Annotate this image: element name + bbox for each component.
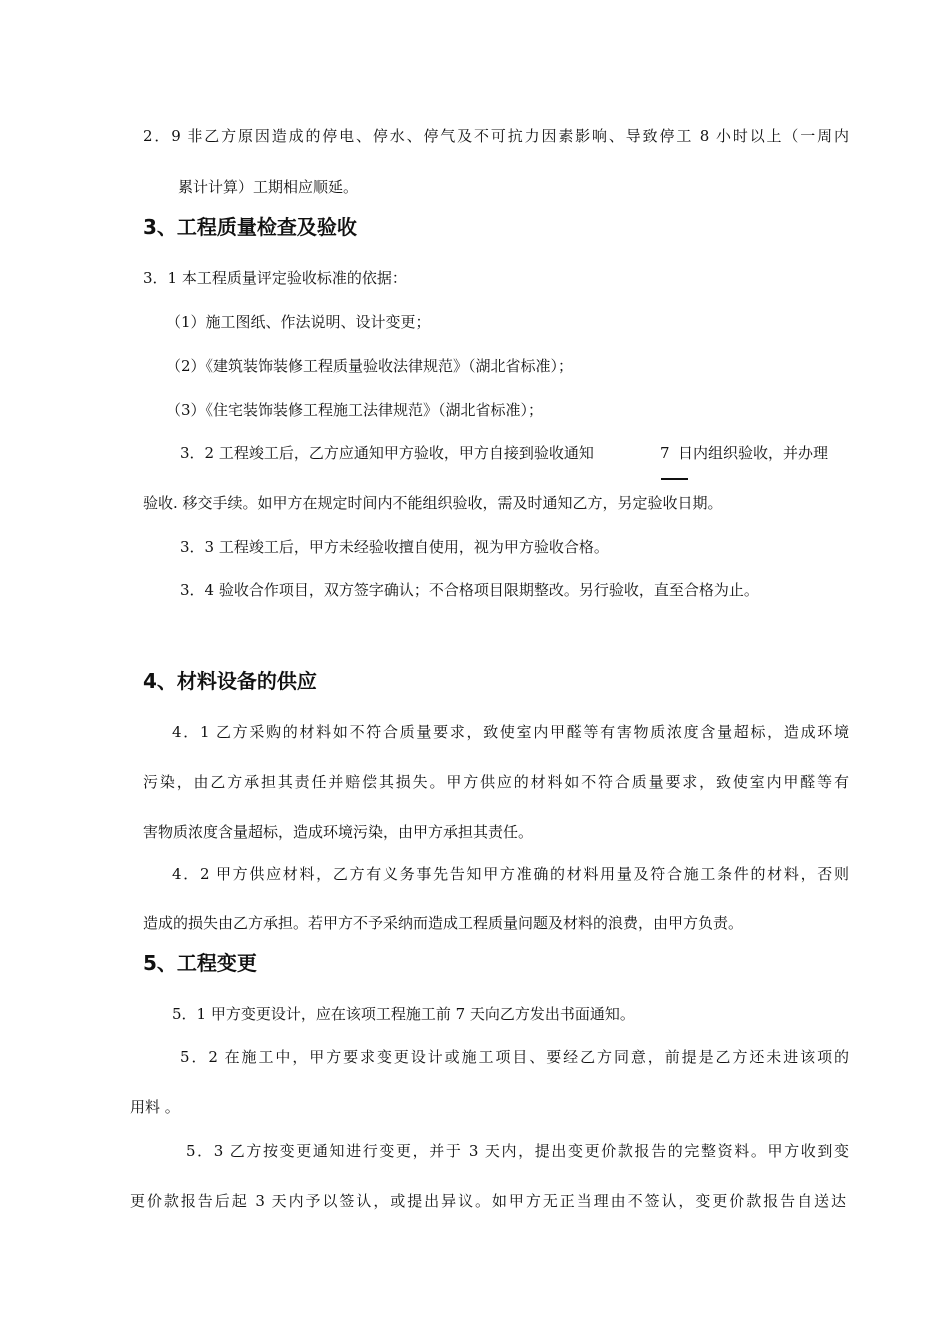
clause-4-1-line-2: 污染，由乙方承担其责任并赔偿其损失。甲方供应的材料如不符合质量要求，致使室内甲醛等有 (143, 773, 849, 791)
acceptance-days-underline (661, 478, 688, 480)
clause-5-2-line-1: 5．2 在施工中，甲方要求变更设计或施工项目、要经乙方同意，前提是乙方还未进该项的 (180, 1048, 849, 1066)
standard-item-2: （2）《建筑装饰装修工程质量验收法律规范》（湖北省标准）； (166, 357, 574, 375)
standard-item-1: （1）施工图纸、作法说明、设计变更； (166, 313, 431, 331)
clause-5-1: 5．1 甲方变更设计，应在该项工程施工前 7 天向乙方发出书面通知。 (172, 1005, 635, 1023)
clause-4-1-line-1: 4．1 乙方采购的材料如不符合质量要求，致使室内甲醛等有害物质浓度含量超标，造成环境 (172, 723, 849, 741)
clause-5-2-line-2: 用料 。 (130, 1098, 180, 1116)
clause-4-2-line-2: 造成的损失由乙方承担。若甲方不予采纳而造成工程质量问题及材料的浪费，由甲方负责。 (143, 914, 744, 932)
section-5-heading: 5、工程变更 (143, 951, 257, 975)
section-3-heading: 3、工程质量检查及验收 (143, 215, 357, 239)
clause-3-4: 3．4 验收合作项目，双方签字确认；不合格项目限期整改。另行验收，直至合格为止。 (180, 581, 759, 599)
clause-2-9-line-1: 2．9 非乙方原因造成的停电、停水、停气及不可抗力因素影响、导致停工 8 小时以上（一周内 (143, 127, 849, 145)
clause-3-2-line-1-part-2: 日内组织验收，并办理 (678, 444, 829, 462)
clause-3-1: 3．1 本工程质量评定验收标准的依据： (143, 269, 407, 287)
clause-5-3-line-1: 5．3 乙方按变更通知进行变更，并于 3 天内，提出变更价款报告的完整资料。甲方收到变 (186, 1142, 849, 1160)
acceptance-days-value: 7 (660, 444, 670, 462)
clause-4-2-line-1: 4．2 甲方供应材料，乙方有义务事先告知甲方准确的材料用量及符合施工条件的材料，否则 (172, 865, 849, 883)
section-4-heading: 4、材料设备的供应 (143, 669, 317, 693)
clause-5-3-line-2: 更价款报告后起 3 天内予以签认，或提出异议。如甲方无正当理由不签认，变更价款报告自送达 (130, 1192, 846, 1210)
standard-item-3: （3）《住宅装饰装修工程施工法律规范》（湖北省标准）； (166, 401, 544, 419)
clause-2-9-line-2: 累计计算）工期相应顺延。 (178, 178, 359, 196)
clause-4-1-line-3: 害物质浓度含量超标，造成环境污染，由甲方承担其责任。 (143, 823, 534, 841)
clause-3-2-line-2: 验收. 移交手续。如甲方在规定时间内不能组织验收，需及时通知乙方，另定验收日期。 (143, 494, 723, 512)
clause-3-2-line-1-part-1: 3．2 工程竣工后，乙方应通知甲方验收，甲方自接到验收通知 (180, 444, 594, 462)
clause-3-3: 3．3 工程竣工后，甲方未经验收擅自使用，视为甲方验收合格。 (180, 538, 609, 556)
